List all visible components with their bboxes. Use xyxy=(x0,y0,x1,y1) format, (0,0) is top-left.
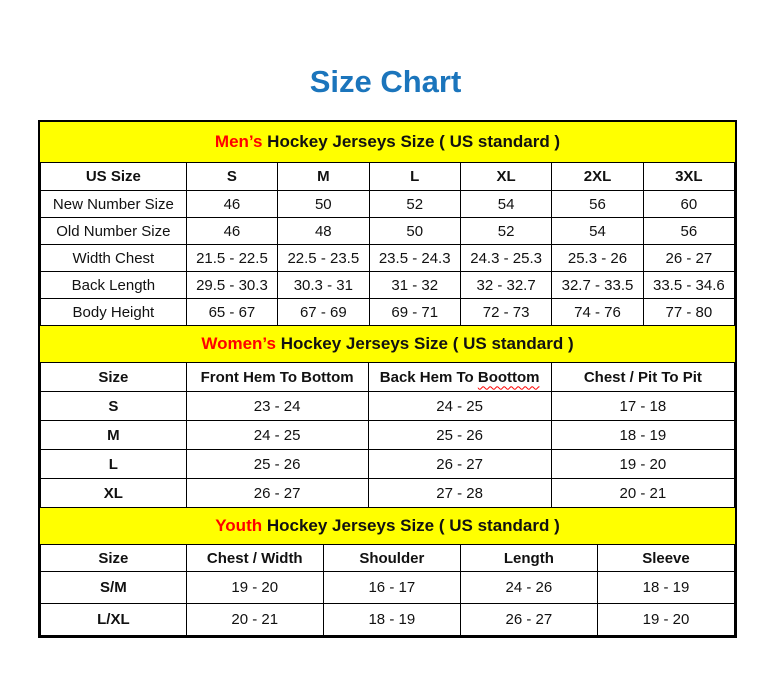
mens-section-band xyxy=(40,122,735,162)
table-cell: 23.5 - 24.3 xyxy=(369,245,460,272)
youth-size-table xyxy=(40,544,735,636)
table-cell: 52 xyxy=(460,218,551,245)
column-header: Length xyxy=(460,545,597,572)
youth-band-rest: Hockey Jerseys Size ( US standard ) xyxy=(262,516,560,535)
table-cell: 50 xyxy=(369,218,460,245)
column-header: Sleeve xyxy=(597,545,734,572)
column-header: 3XL xyxy=(643,163,734,191)
table-cell: 50 xyxy=(278,191,369,218)
column-header: Size xyxy=(41,545,187,572)
table-cell: 17 - 18 xyxy=(551,392,734,421)
back-hem-misspelled-word: Boottom xyxy=(477,368,540,386)
table-cell: 19 - 20 xyxy=(186,572,323,604)
table-cell: 26 - 27 xyxy=(368,450,551,479)
table-row xyxy=(41,299,735,326)
row-label: Width Chest xyxy=(41,245,187,272)
table-cell: 32.7 - 33.5 xyxy=(552,272,643,299)
table-cell: 54 xyxy=(552,218,643,245)
table-row xyxy=(41,245,735,272)
table-cell: 31 - 32 xyxy=(369,272,460,299)
table-cell: 56 xyxy=(643,218,734,245)
column-header xyxy=(368,363,551,392)
table-cell: 24 - 26 xyxy=(460,572,597,604)
table-cell: 27 - 28 xyxy=(368,479,551,508)
table-cell: 46 xyxy=(186,218,277,245)
mens-band-highlight: Men’s xyxy=(214,132,263,151)
table-cell: 20 - 21 xyxy=(551,479,734,508)
table-cell: 22.5 - 23.5 xyxy=(278,245,369,272)
table-cell: 24 - 25 xyxy=(368,392,551,421)
table-cell: 18 - 19 xyxy=(551,421,734,450)
table-cell: 24.3 - 25.3 xyxy=(460,245,551,272)
column-header: Shoulder xyxy=(323,545,460,572)
table-cell: 20 - 21 xyxy=(186,604,323,636)
youth-band-highlight: Youth xyxy=(215,516,263,535)
table-cell: 18 - 19 xyxy=(323,604,460,636)
column-header: 2XL xyxy=(552,163,643,191)
womens-size-table xyxy=(40,362,735,508)
column-header: S xyxy=(186,163,277,191)
youth-section-band xyxy=(40,508,735,544)
table-cell: 19 - 20 xyxy=(597,604,734,636)
mens-header-row xyxy=(41,163,735,191)
column-header: Chest / Pit To Pit xyxy=(551,363,734,392)
table-cell: 54 xyxy=(460,191,551,218)
size-label: S xyxy=(41,392,187,421)
table-cell: 74 - 76 xyxy=(552,299,643,326)
table-cell: 26 - 27 xyxy=(643,245,734,272)
table-row xyxy=(41,572,735,604)
table-cell: 32 - 32.7 xyxy=(460,272,551,299)
back-hem-label: Back Hem To xyxy=(379,368,478,386)
table-cell: 26 - 27 xyxy=(460,604,597,636)
column-header: Front Hem To Bottom xyxy=(186,363,368,392)
table-cell: 18 - 19 xyxy=(597,572,734,604)
table-cell: 29.5 - 30.3 xyxy=(186,272,277,299)
table-row xyxy=(41,392,735,421)
column-header: XL xyxy=(460,163,551,191)
size-label: S/M xyxy=(41,572,187,604)
table-cell: 16 - 17 xyxy=(323,572,460,604)
row-label: Body Height xyxy=(41,299,187,326)
row-label: Back Length xyxy=(41,272,187,299)
table-cell: 48 xyxy=(278,218,369,245)
column-header: Size xyxy=(41,363,187,392)
table-cell: 67 - 69 xyxy=(278,299,369,326)
row-label: New Number Size xyxy=(41,191,187,218)
column-header: Chest / Width xyxy=(186,545,323,572)
table-cell: 52 xyxy=(369,191,460,218)
table-cell: 60 xyxy=(643,191,734,218)
size-chart-sheet xyxy=(38,120,737,638)
table-cell: 69 - 71 xyxy=(369,299,460,326)
table-cell: 30.3 - 31 xyxy=(278,272,369,299)
table-row xyxy=(41,272,735,299)
youth-header-row xyxy=(41,545,735,572)
page-title: Size Chart xyxy=(309,64,462,99)
table-row xyxy=(41,604,735,636)
size-label: M xyxy=(41,421,187,450)
table-cell: 46 xyxy=(186,191,277,218)
column-header: US Size xyxy=(41,163,187,191)
table-cell: 23 - 24 xyxy=(186,392,368,421)
womens-band-highlight: Women’s xyxy=(201,334,276,353)
table-row xyxy=(41,479,735,508)
mens-band-rest: Hockey Jerseys Size ( US standard ) xyxy=(262,132,561,151)
table-row xyxy=(41,450,735,479)
mens-size-table xyxy=(40,162,735,326)
womens-header-row xyxy=(41,363,735,392)
table-cell: 25.3 - 26 xyxy=(552,245,643,272)
table-cell: 24 - 25 xyxy=(186,421,368,450)
table-cell: 21.5 - 22.5 xyxy=(186,245,277,272)
size-label: L/XL xyxy=(41,604,187,636)
table-row xyxy=(41,191,735,218)
table-row xyxy=(41,218,735,245)
womens-section-band xyxy=(40,326,735,362)
table-cell: 25 - 26 xyxy=(368,421,551,450)
table-cell: 65 - 67 xyxy=(186,299,277,326)
column-header: M xyxy=(278,163,369,191)
table-cell: 19 - 20 xyxy=(551,450,734,479)
table-cell: 33.5 - 34.6 xyxy=(643,272,734,299)
womens-band-rest: Hockey Jerseys Size ( US standard ) xyxy=(275,334,574,353)
size-label: L xyxy=(41,450,187,479)
table-cell: 26 - 27 xyxy=(186,479,368,508)
column-header: L xyxy=(369,163,460,191)
table-cell: 77 - 80 xyxy=(643,299,734,326)
table-cell: 56 xyxy=(552,191,643,218)
row-label: Old Number Size xyxy=(41,218,187,245)
table-row xyxy=(41,421,735,450)
table-cell: 25 - 26 xyxy=(186,450,368,479)
table-cell: 72 - 73 xyxy=(460,299,551,326)
size-label: XL xyxy=(41,479,187,508)
